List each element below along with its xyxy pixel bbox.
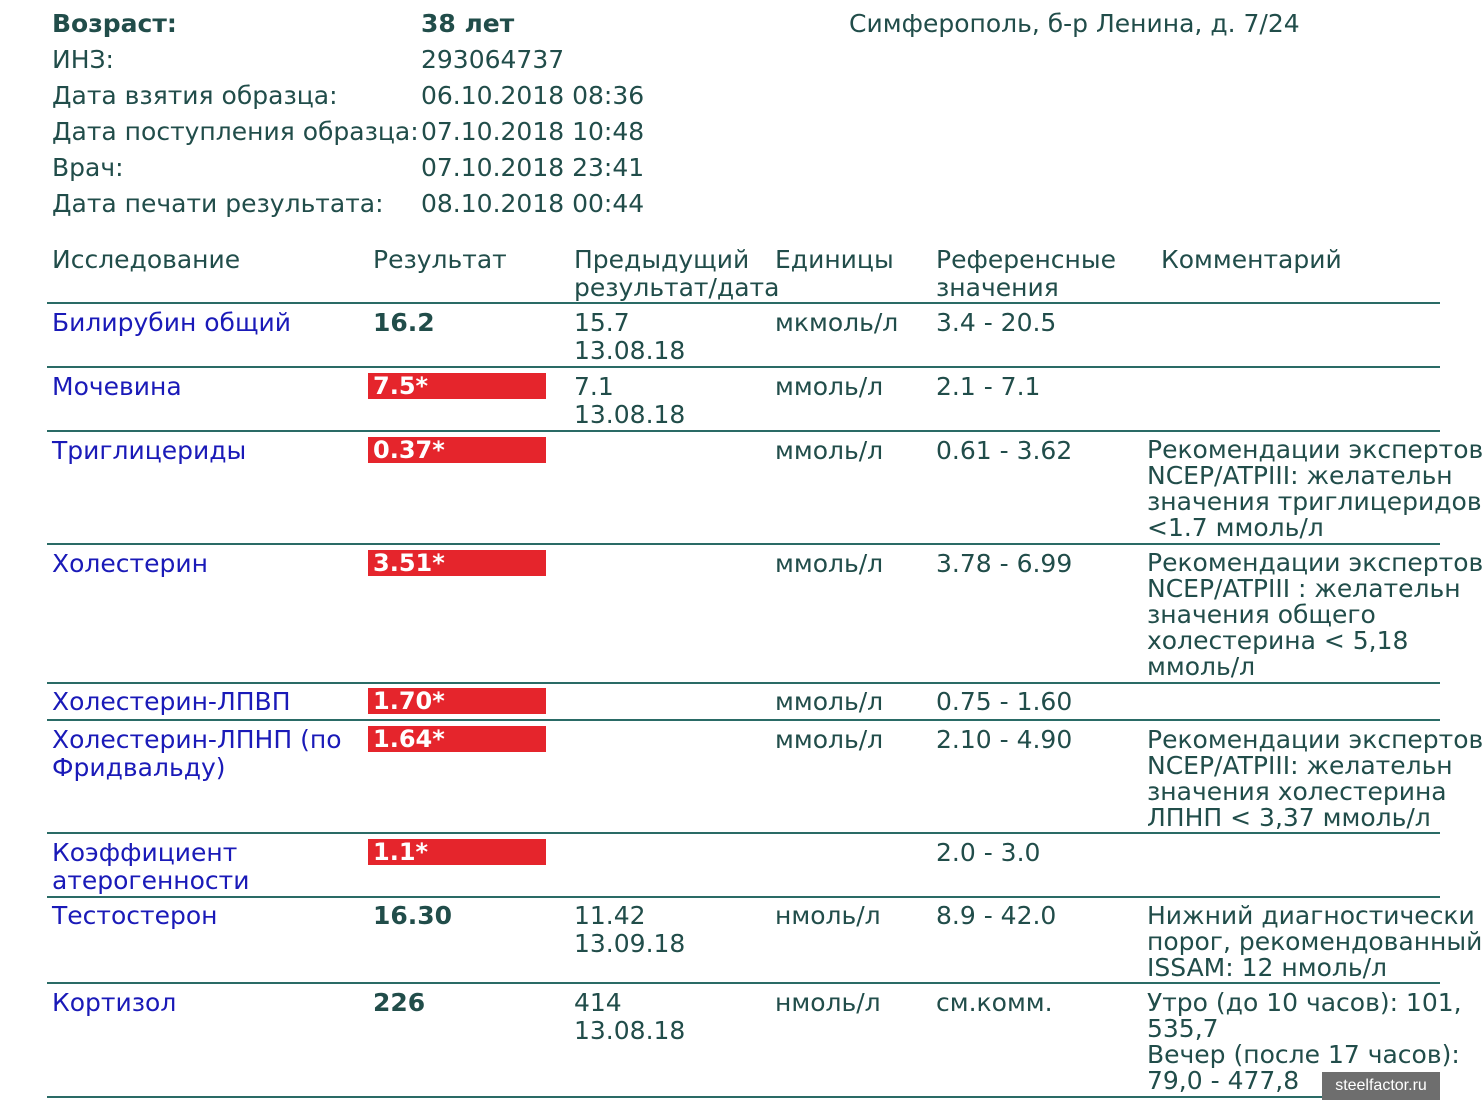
reference-range: 0.61 - 3.62: [936, 436, 1073, 465]
previous-date: 13.09.18: [574, 929, 686, 958]
test-name: Триглицериды: [52, 436, 247, 465]
row-divider: [47, 832, 1440, 834]
comment-line: 79,0 - 477,8: [1147, 1066, 1300, 1095]
previous-date: 13.08.18: [574, 336, 686, 365]
test-name-line: Коэффициент: [52, 838, 238, 867]
comment-line: значения общего: [1147, 600, 1376, 629]
comment-line: ЛПНП < 3,37 ммоль/л: [1147, 803, 1431, 832]
comment-line: значения холестерина: [1147, 777, 1447, 806]
test-name: Кортизол: [52, 988, 177, 1017]
comment-line: значения триглицеридов: [1147, 487, 1482, 516]
header-comment: Комментарий: [1161, 245, 1342, 274]
comment-line: ISSAM: 12 нмоль/л: [1147, 953, 1387, 982]
comment-line: холестерина < 5,18: [1147, 626, 1409, 655]
header-previous: [574, 246, 779, 302]
test-name: Тестостерон: [52, 901, 218, 930]
comment: [1147, 903, 1482, 981]
result-value: 226: [373, 988, 426, 1017]
test-name: Холестерин-ЛПВП: [52, 687, 291, 716]
sample-date-value: 06.10.2018 08:36: [421, 81, 645, 110]
units: нмоль/л: [775, 901, 881, 930]
result-value: 16.2: [373, 308, 435, 337]
flagged-result: 7.5*: [368, 373, 546, 399]
comment: [1147, 727, 1483, 831]
previous-result: [574, 373, 685, 429]
reference-range: 2.10 - 4.90: [936, 725, 1073, 754]
units: ммоль/л: [775, 687, 884, 716]
row-divider: [47, 543, 1440, 545]
flagged-result: 1.64*: [368, 726, 546, 752]
previous-value: 7.1: [574, 372, 614, 401]
comment-line: Рекомендации экспертов: [1147, 435, 1483, 464]
test-name: Холестерин: [52, 549, 208, 578]
comment-line: NCEP/ATPIII: желательн: [1147, 461, 1453, 490]
test-name-line: Холестерин-ЛПНП (по: [52, 725, 342, 754]
comment-line: Вечер (после 17 часов):: [1147, 1040, 1460, 1069]
age-value: 38 лет: [421, 9, 515, 38]
test-name: Мочевина: [52, 372, 182, 401]
test-name: Билирубин общий: [52, 308, 292, 337]
reference-range: 0.75 - 1.60: [936, 687, 1073, 716]
lab-address: Симферополь, б-р Ленина, д. 7/24: [849, 9, 1300, 38]
comment-line: Рекомендации экспертов: [1147, 725, 1483, 754]
print-date-value: 08.10.2018 00:44: [421, 189, 645, 218]
units: ммоль/л: [775, 436, 884, 465]
doctor-value: 07.10.2018 23:41: [421, 153, 645, 182]
sample-date-label: Дата взятия образца:: [52, 81, 338, 110]
print-date-label: Дата печати результата:: [52, 189, 384, 218]
units: ммоль/л: [775, 549, 884, 578]
comment-line: NCEP/ATPIII: желательн: [1147, 751, 1453, 780]
reference-range: 3.78 - 6.99: [936, 549, 1073, 578]
comment-line: Рекомендации экспертов: [1147, 548, 1483, 577]
reference-range: 2.1 - 7.1: [936, 372, 1041, 401]
row-divider: [47, 682, 1440, 684]
flagged-result: 3.51*: [368, 550, 546, 576]
header-reference-line1: Референсные: [936, 245, 1117, 274]
previous-result: [574, 989, 685, 1045]
doctor-label: Врач:: [52, 153, 124, 182]
previous-value: 414: [574, 988, 622, 1017]
flagged-result: 1.1*: [368, 839, 546, 865]
header-result: Результат: [373, 245, 507, 274]
header-units: Единицы: [775, 245, 894, 274]
units: ммоль/л: [775, 372, 884, 401]
previous-result: [574, 309, 685, 365]
test-name-line: Фридвальду): [52, 753, 226, 782]
receipt-date-value: 07.10.2018 10:48: [421, 117, 645, 146]
row-divider: [47, 982, 1440, 984]
row-divider: [47, 1096, 1440, 1098]
previous-date: 13.08.18: [574, 1016, 686, 1045]
row-divider: [47, 302, 1440, 304]
units: ммоль/л: [775, 725, 884, 754]
header-reference: [936, 246, 1116, 302]
header-test: Исследование: [52, 245, 241, 274]
previous-date: 13.08.18: [574, 400, 686, 429]
result-value: 16.30: [373, 901, 453, 930]
comment-line: ммоль/л: [1147, 652, 1256, 681]
reference-range: 8.9 - 42.0: [936, 901, 1057, 930]
reference-range: см.комм.: [936, 988, 1053, 1017]
comment: [1147, 550, 1483, 680]
inz-label: ИНЗ:: [52, 45, 114, 74]
units: нмоль/л: [775, 988, 881, 1017]
reference-range: 3.4 - 20.5: [936, 308, 1057, 337]
units: мкмоль/л: [775, 308, 899, 337]
comment-line: порог, рекомендованный: [1147, 927, 1483, 956]
header-reference-line2: значения: [936, 273, 1059, 302]
flagged-result: 0.37*: [368, 437, 546, 463]
test-name-line: атерогенности: [52, 866, 250, 895]
header-previous-line2: результат/дата: [574, 273, 780, 302]
row-divider: [47, 366, 1440, 368]
comment-line: Нижний диагностически: [1147, 901, 1475, 930]
age-label: Возраст:: [52, 9, 177, 38]
test-name: [52, 839, 250, 895]
watermark: steelfactor.ru: [1322, 1072, 1440, 1100]
comment-line: Утро (до 10 часов): 101,: [1147, 988, 1462, 1017]
comment: [1147, 437, 1483, 541]
comment-line: <1.7 ммоль/л: [1147, 513, 1324, 542]
row-divider: [47, 719, 1440, 721]
previous-result: [574, 902, 685, 958]
receipt-date-label: Дата поступления образца:: [52, 117, 419, 146]
inz-value: 293064737: [421, 45, 565, 74]
row-divider: [47, 896, 1440, 898]
test-name: [52, 726, 342, 782]
previous-value: 15.7: [574, 308, 630, 337]
previous-value: 11.42: [574, 901, 646, 930]
comment-line: 535,7: [1147, 1014, 1219, 1043]
row-divider: [47, 430, 1440, 432]
header-previous-line1: Предыдущий: [574, 245, 750, 274]
reference-range: 2.0 - 3.0: [936, 838, 1041, 867]
comment-line: NCEP/ATPIII : желательн: [1147, 574, 1461, 603]
flagged-result: 1.70*: [368, 688, 546, 714]
